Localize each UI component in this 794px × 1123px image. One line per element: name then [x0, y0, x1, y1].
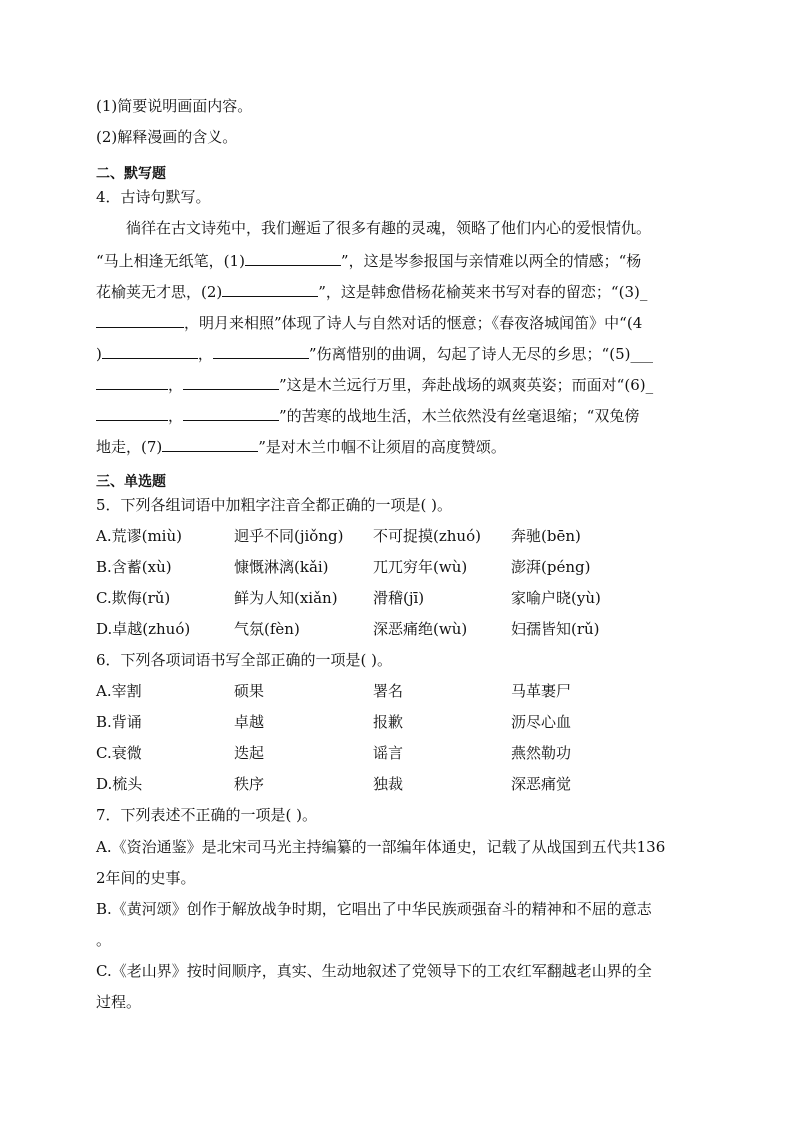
q5-opt-a-1[interactable]: A.荒谬(miù)	[96, 527, 182, 545]
q6-opt-b-4: 沥尽心血	[511, 713, 572, 731]
q7-opt-c-line1[interactable]: C.《老山界》按时间顺序，真实、生动地叙述了党领导下的工农红军翻越老山界的全	[96, 962, 652, 980]
blank-5a[interactable]	[96, 373, 168, 390]
section3-title: 三、单选题	[96, 474, 166, 490]
q4-line7	[96, 435, 506, 457]
blank-4a[interactable]	[102, 342, 198, 359]
q4-line4	[96, 342, 653, 364]
q4-line6-c: ”的苦寒的战地生活，木兰依然没有丝毫退缩；“双兔傍	[279, 407, 640, 425]
q4-line5-c: ”这是木兰远行万里，奔赴战场的飒爽英姿；而面对“(6)_	[279, 376, 654, 394]
blank-1[interactable]	[245, 249, 341, 266]
q4-line4-b: ，	[197, 345, 213, 363]
q6-opt-b-1[interactable]: B.背诵	[96, 713, 142, 731]
q4-line7-b: ”是对木兰巾帼不让须眉的高度赞颂。	[258, 438, 506, 456]
q6-opt-a-2: 硕果	[234, 682, 265, 700]
blank-6a[interactable]	[96, 404, 168, 421]
q5-opt-d-2: 气氛(fèn)	[234, 620, 300, 638]
q4-line6-b: ，	[168, 407, 184, 425]
q6-opt-c-1[interactable]: C.衰微	[96, 744, 142, 762]
blank-2[interactable]	[222, 280, 318, 297]
q6-opt-a-1[interactable]: A.宰割	[96, 682, 142, 700]
q5-opt-d-1[interactable]: D.卓越(zhuó)	[96, 620, 191, 638]
blank-4b[interactable]	[213, 342, 309, 359]
q5-opt-b-1[interactable]: B.含蓄(xù)	[96, 558, 172, 576]
q4-line5	[96, 373, 653, 395]
q4-line2	[96, 280, 647, 302]
q4-line2-b: ”，这是韩愈借杨花榆荚来书写对春的留恋；“(3)_	[318, 283, 648, 301]
q7-opt-c-line2: 过程。	[96, 993, 142, 1011]
q7-opt-b-line2: 。	[96, 931, 112, 949]
q5-opt-d-4: 妇孺皆知(rǔ)	[511, 620, 600, 638]
q6-opt-d-4: 深恶痛觉	[511, 775, 572, 793]
q4-line1	[96, 249, 641, 271]
q6-opt-a-4: 马革裹尸	[511, 682, 572, 700]
q5-opt-b-3: 兀兀穷年(wù)	[373, 558, 468, 576]
q5-opt-a-2: 迥乎不同(jiǒng)	[234, 527, 344, 545]
q6-opt-d-3: 独裁	[373, 775, 404, 793]
q6-opt-c-3: 谣言	[373, 744, 404, 762]
q6-opt-a-3: 署名	[373, 682, 404, 700]
blank-5b[interactable]	[183, 373, 279, 390]
q4-line5-b: ，	[168, 376, 184, 394]
q3-sub1: (1)简要说明画面内容。	[96, 97, 253, 115]
q5-opt-c-1[interactable]: C.欺侮(rǔ)	[96, 589, 171, 607]
blank-7[interactable]	[162, 435, 258, 452]
q4-line3	[96, 311, 642, 333]
q4-line4-c: ”伤离惜别的曲调，勾起了诗人无尽的乡思；“(5)___	[308, 345, 653, 363]
q7-opt-a-line1[interactable]: A.《资治通鉴》是北宋司马光主持编纂的一部编年体通史，记载了从战国到五代共136	[96, 838, 666, 856]
q7-stem: 7．下列表述不正确的一项是( )。	[96, 806, 318, 824]
q4-line2-a: 花榆荚无才思，(2)	[96, 283, 223, 301]
q4-line6	[96, 404, 639, 426]
q6-stem: 6．下列各项词语书写全部正确的一项是( )。	[96, 651, 393, 669]
q4-title: 4．古诗句默写。	[96, 188, 211, 206]
q6-opt-d-2: 秩序	[234, 775, 265, 793]
q4-line7-a: 地走，(7)	[96, 438, 163, 456]
q4-line3-b: ，明月来相照”体现了诗人与自然对话的惬意；《春夜洛城闻笛》中“(4	[184, 314, 643, 332]
q5-opt-c-2: 鲜为人知(xiǎn)	[234, 589, 338, 607]
q6-opt-d-1[interactable]: D.梳头	[96, 775, 143, 793]
q5-opt-a-4: 奔驰(bēn)	[511, 527, 581, 545]
q6-opt-c-4: 燕然勒功	[511, 744, 572, 762]
q5-stem: 5．下列各组词语中加粗字注音全都正确的一项是( )。	[96, 496, 453, 514]
q7-opt-b-line1[interactable]: B.《黄河颂》创作于解放战争时期，它唱出了中华民族顽强奋斗的精神和不屈的意志	[96, 900, 652, 918]
q4-line1-a: “马上相逢无纸笔，(1)	[96, 252, 245, 270]
blank-6b[interactable]	[183, 404, 279, 421]
q5-opt-b-2: 慷慨淋漓(kǎi)	[234, 558, 329, 576]
q3-sub2: (2)解释漫画的含义。	[96, 128, 238, 146]
q4-line1-b: ”，这是岑参报国与亲情难以两全的情感；“杨	[340, 252, 642, 270]
q6-opt-b-3: 报歉	[373, 713, 404, 731]
q6-opt-c-2: 迭起	[234, 744, 265, 762]
q5-opt-b-4: 澎湃(péng)	[511, 558, 591, 576]
q4-line4-a: )	[96, 345, 102, 363]
q5-opt-c-3: 滑稽(jī)	[373, 589, 425, 607]
q6-opt-b-2: 卓越	[234, 713, 265, 731]
q4-intro: 徜徉在古文诗苑中，我们邂逅了很多有趣的灵魂，领略了他们内心的爱恨情仇。	[126, 219, 652, 237]
q5-opt-d-3: 深恶痛绝(wù)	[373, 620, 468, 638]
q5-opt-a-3: 不可捉摸(zhuó)	[373, 527, 481, 545]
blank-3[interactable]	[96, 311, 184, 328]
q7-opt-a-line2: 2年间的史事。	[96, 869, 196, 887]
q5-opt-c-4: 家喻户晓(yù)	[511, 589, 601, 607]
section2-title: 二、默写题	[96, 166, 166, 182]
